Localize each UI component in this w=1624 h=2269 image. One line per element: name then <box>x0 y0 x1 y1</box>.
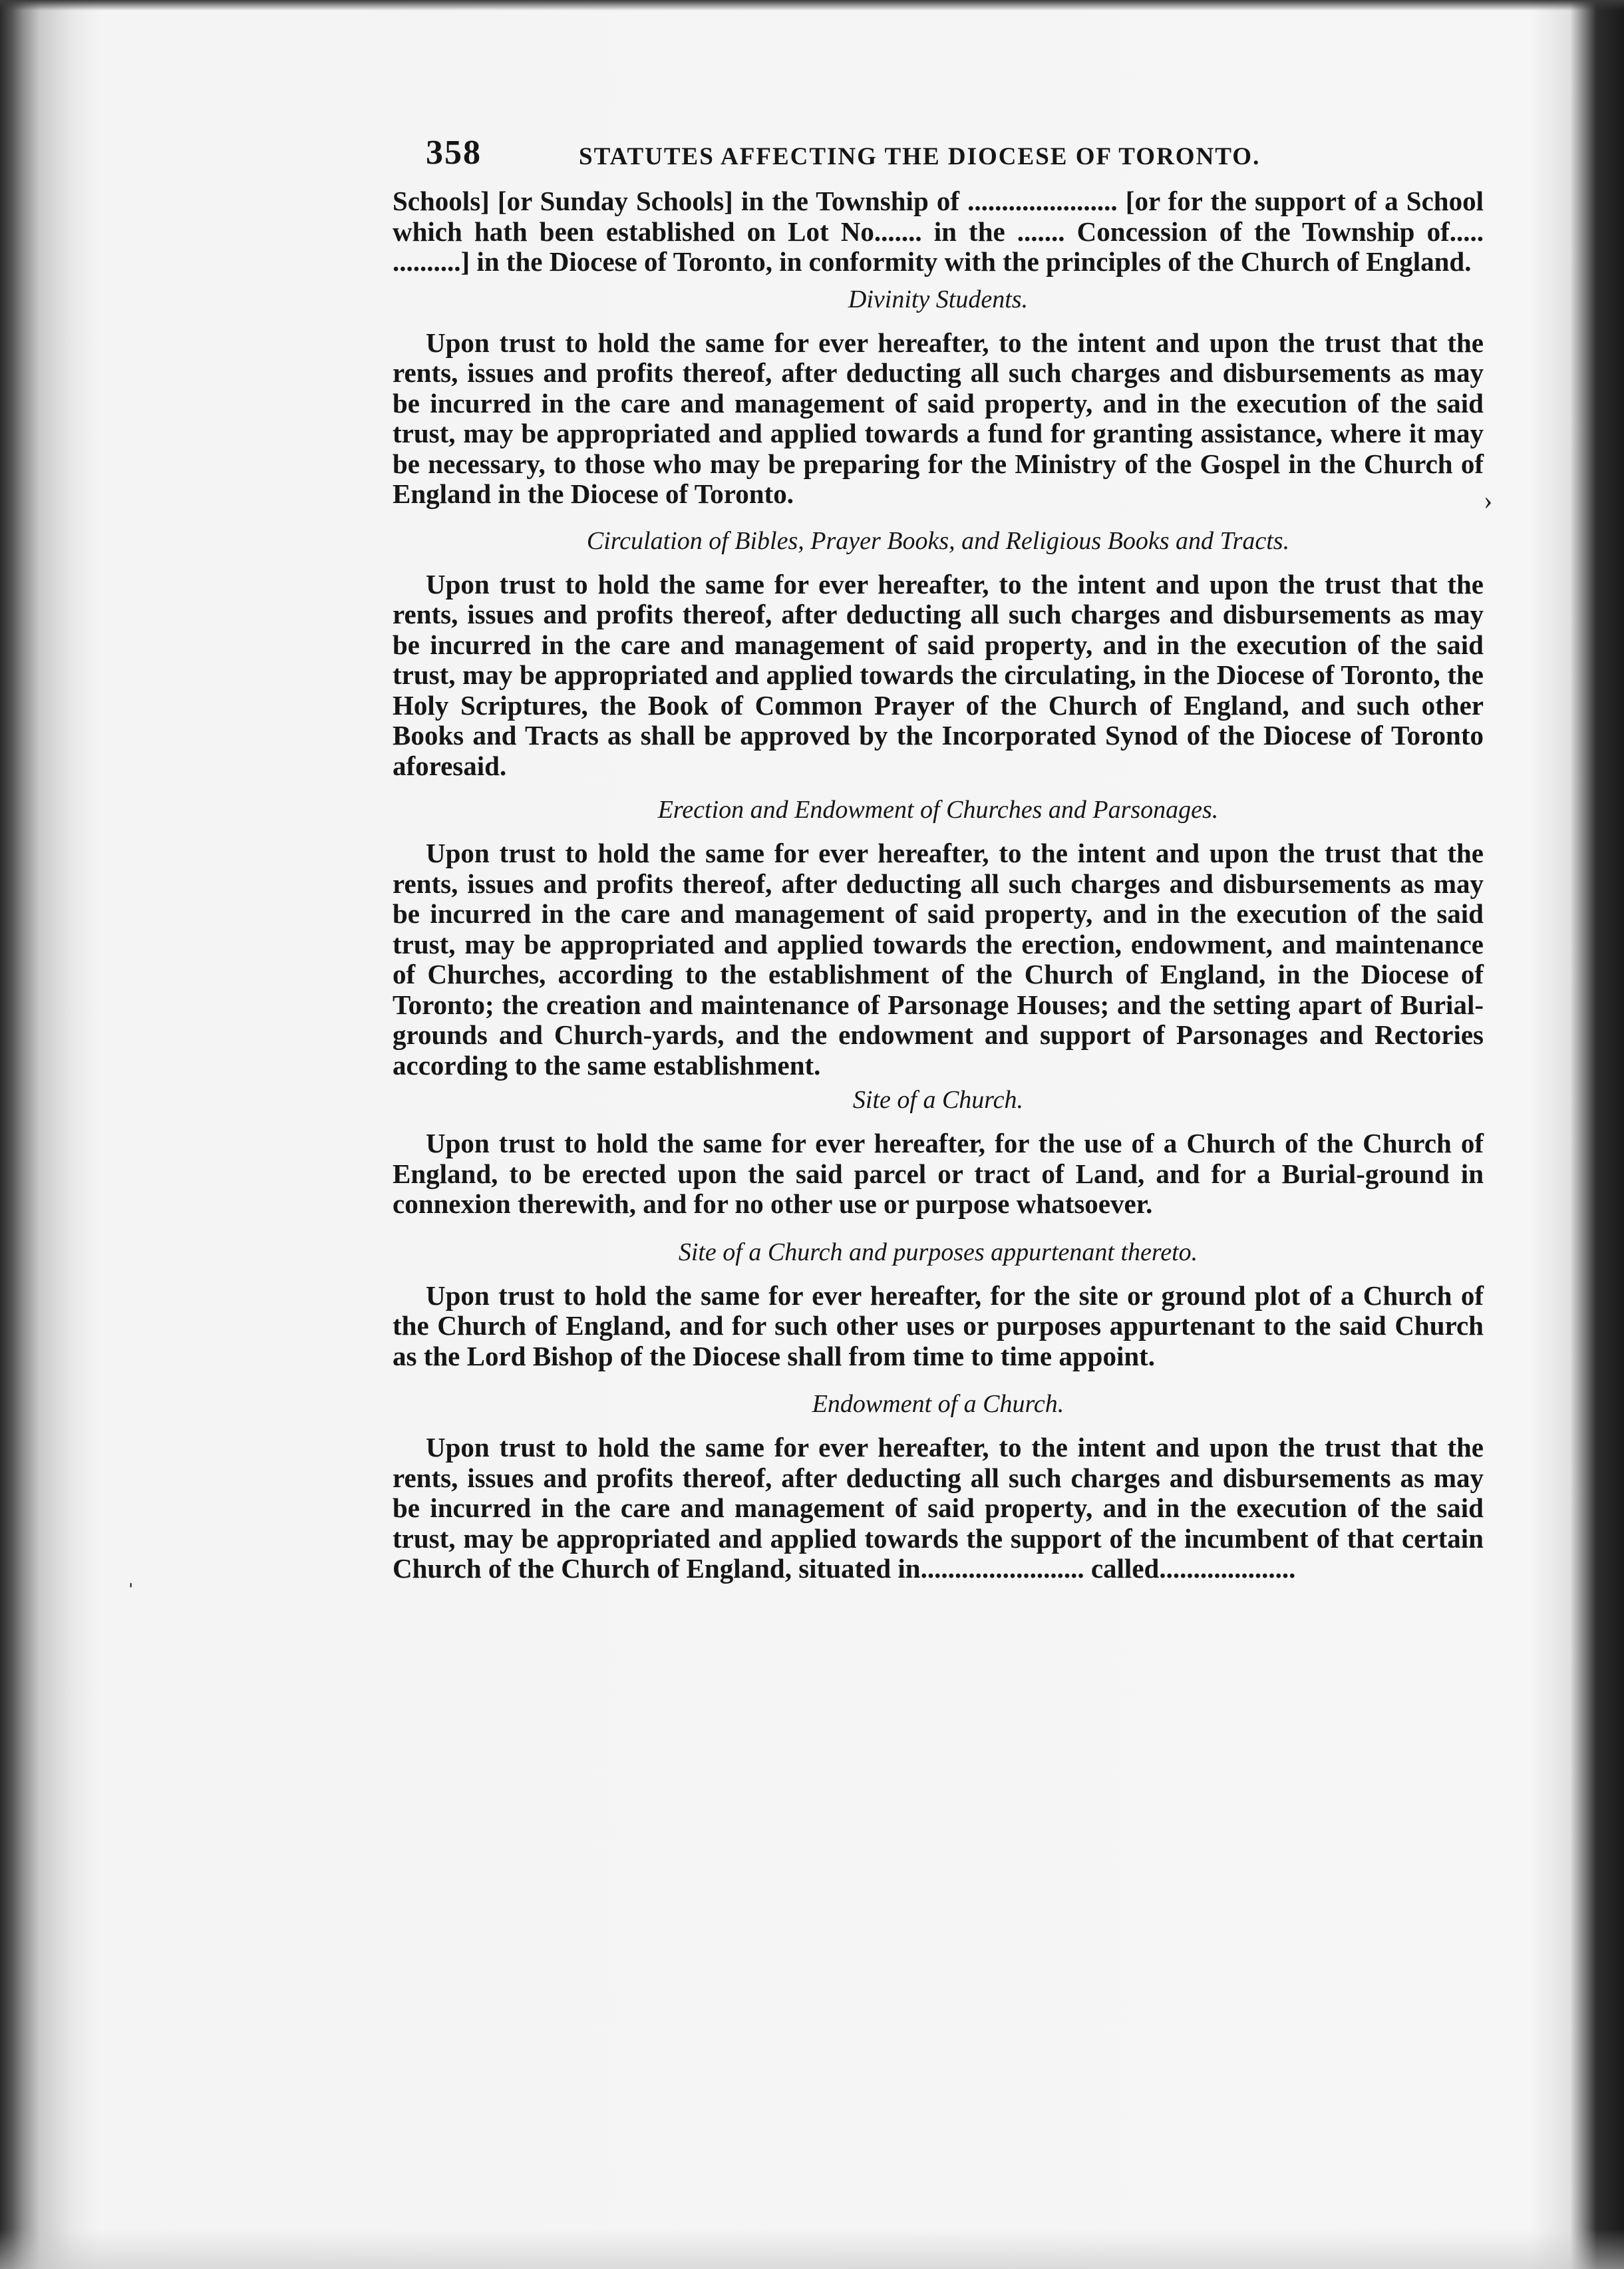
heading-erection-and-endowment: Erection and Endowment of Churches and Parsonages. <box>657 796 1219 824</box>
scan-bottom-fade <box>0 2229 1624 2269</box>
heading-site-and-purposes: Site of a Church and purposes appurtenant thereto. <box>678 1238 1198 1266</box>
paragraph-endowment-of-a-church: Upon trust to hold the same for ever hereafter, to the intent and upon the trust that the rents, issues and profits thereof, after deducting all such charges and disbursements as may be incurred in the care and management of said property, and in the execution of the said trust, may be appropriated and applied towards the support of the incumbent of that certain Church of the Church of England, situated in........................ called.................... <box>393 1432 1484 1584</box>
paragraph-erection-and-endowment: Upon trust to hold the same for ever hereafter, to the intent and upon the trust that the rents, issues and profits thereof, after deducting all such charges and disbursements as may be incurred in the care and management of said property, and in the execution of the said trust, may be appropriated and applied towards the erection, endowment, and maintenance of Churches, according to the establishment of the Church of England, in the Diocese of Toronto; the creation and maintenance of Parsonage Houses; and the setting apart of Burial-grounds and Church-yards, and the endowment and support of Parsonages and Rectories according to the same establishment. <box>393 838 1484 1081</box>
margin-mark-left: ˌ <box>126 1558 136 1588</box>
paragraph-site-and-purposes: Upon trust to hold the same for ever hereafter, for the site or ground plot of a Church of the Church of England, and for such other uses or purposes appurtenant to the said Church as the Lord Bishop of the Diocese shall from time to time appoint. <box>393 1280 1484 1371</box>
paragraph-circulation-of-bibles: Upon trust to hold the same for ever hereafter, to the intent and upon the trust that the rents, issues and profits thereof, after deducting all such charges and disbursements as may be incurred in the care and management of said property, and in the execution of the said trust, may be appropriated and applied towards the circulating, in the Diocese of Toronto, the Holy Scriptures, the Book of Common Prayer of the Church of England, and such other Books and Tracts as shall be approved by the Incorporated Synod of the Diocese of Toronto aforesaid. <box>393 568 1484 781</box>
heading-site-of-a-church: Site of a Church. <box>852 1086 1024 1114</box>
paragraph-site-of-a-church: Upon trust to hold the same for ever hereafter, for the use of a Church of the Church of England, to be erected upon the said parcel or tract of Land, and for a Burial-ground in connexion therewith, and for no other use or purpose whatsoever. <box>393 1128 1484 1219</box>
heading-circulation-of-bibles: Circulation of Bibles, Prayer Books, and Religious Books and Tracts. <box>586 526 1290 555</box>
page-number: 358 <box>426 134 482 172</box>
heading-endowment-of-a-church: Endowment of a Church. <box>812 1390 1064 1418</box>
opening-paragraph: Schools] [or Sunday Schools] in the Township of ...................... [or for the support of a School which hath been established on Lot No....... in the ....... Concession of the Township of..... ..........] in the Diocese of Toronto, in conformity with the principles of the Church of England. <box>393 186 1484 277</box>
page-header <box>393 133 1484 186</box>
paragraph-divinity-students: Upon trust to hold the same for ever hereafter, to the intent and upon the trust that the rents, issues and profits thereof, after deducting all such charges and disbursements as may be incurred in the care and management of said property, and in the execution of the said trust, may be appropriated and applied towards a fund for granting assistance, where it may be necessary, to those who may be preparing for the Ministry of the Gospel in the Church of England in the Diocese of Toronto. <box>393 327 1484 509</box>
page-body <box>393 133 1484 1584</box>
heading-divinity-students: Divinity Students. <box>848 285 1029 313</box>
margin-mark-right: › <box>1484 485 1493 515</box>
running-head: STATUTES AFFECTING THE DIOCESE OF TORONTO. <box>579 143 1261 170</box>
scan-top-shadow <box>0 0 1624 11</box>
